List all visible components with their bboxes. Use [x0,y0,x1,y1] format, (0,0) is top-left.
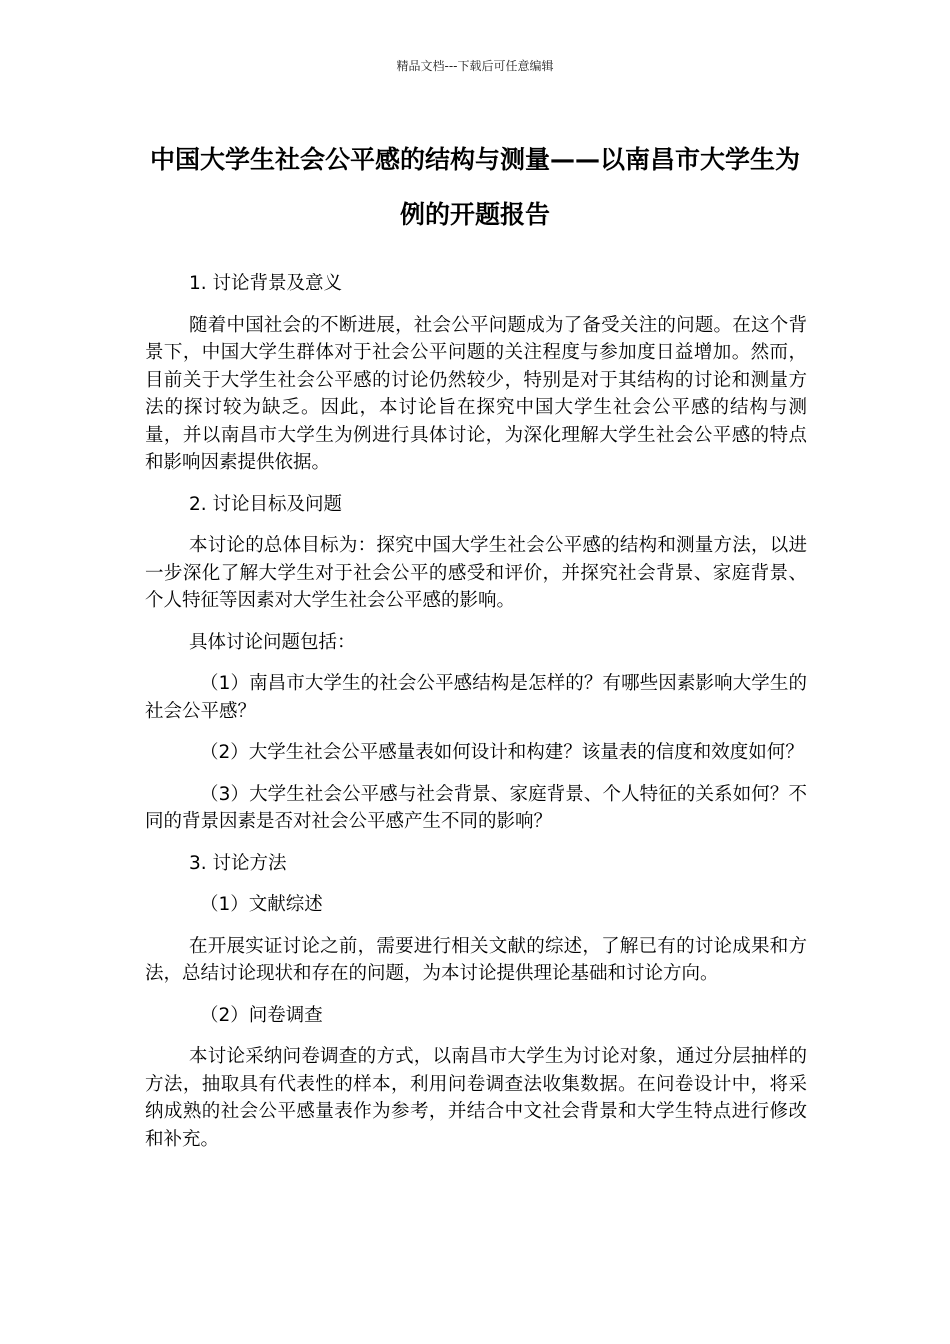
paragraph-questionnaire: 本讨论采纳问卷调查的方式，以南昌市大学生为讨论对象，通过分层抽样的方法，抽取具有代表性的样本，利用问卷调查法收集数据。在问卷设计中，将采纳成熟的社会公平感量表作为参考，并结合中文社会背景和大学生特点进行修改和补充。 [145,1046,807,1150]
paragraph-literature-review: 在开展实证讨论之前，需要进行相关文献的综述，了解已有的讨论成果和方法，总结讨论现状和存在的问题，为本讨论提供理论基础和讨论方向。 [145,935,807,984]
paragraph-goals: 本讨论的总体目标为：探究中国大学生社会公平感的结构和测量方法，以进一步深化了解大学生对于社会公平的感受和评价，并探究社会背景、家庭背景、个人特征等因素对大学生社会公平感的影响。 [145,535,807,611]
section-heading-methods: 3. 讨论方法 [189,852,287,874]
paragraph-questions-intro: 具体讨论问题包括： [189,631,356,653]
paragraph-background: 随着中国社会的不断进展，社会公平问题成为了备受关注的问题。在这个背景下，中国大学生群体对于社会公平问题的关注程度与参加度日益增加。然而，目前关于大学生社会公平感的讨论仍然较少，特别是对于其结构的讨论和测量方法的探讨较为缺乏。因此，本讨论旨在探究中国大学生社会公平感的结构与测量，并以南昌市大学生为例进行具体讨论，为深化理解大学生社会公平感的特点和影响因素提供依据。 [145,314,807,473]
document-body [145,270,807,1153]
question-item-1: （1）南昌市大学生的社会公平感结构是怎样的？有哪些因素影响大学生的社会公平感？ [145,673,807,722]
page-header-note: 精品文档---下载后可任意编辑 [396,59,554,73]
subheading-questionnaire: （2）问卷调查 [200,1004,323,1026]
section-heading-goals: 2. 讨论目标及问题 [189,493,343,515]
question-item-2: （2）大学生社会公平感量表如何设计和构建？该量表的信度和效度如何？ [200,742,804,763]
subheading-literature-review: （1）文献综述 [200,894,323,915]
document-title: 中国大学生社会公平感的结构与测量——以南昌市大学生为例的开题报告 [149,145,800,229]
section-heading-background: 1. 讨论背景及意义 [189,273,343,294]
question-item-3: （3）大学生社会公平感与社会背景、家庭背景、个人特征的关系如何？不同的背景因素是否对社会公平感产生不同的影响？ [145,783,807,832]
